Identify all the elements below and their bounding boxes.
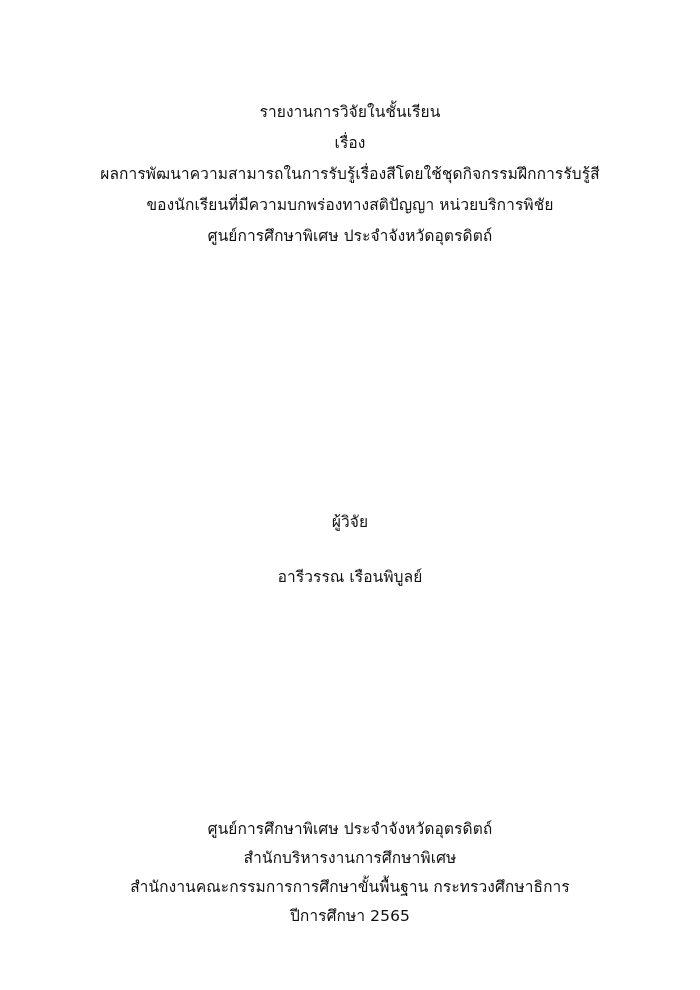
author-label: ผู้วิจัย [331,513,369,531]
author-block [60,507,640,593]
institution-block [60,815,640,931]
subject-label-line: เรื่อง [334,134,366,152]
institution-line-1: ศูนย์การศึกษาพิเศษ ประจำจังหวัดอุตรดิตถ์ [207,820,493,838]
title-block [60,97,640,252]
institution-line-2: สำนักบริหารงานการศึกษาพิเศษ [243,849,457,867]
academic-year-line: ปีการศึกษา 2565 [289,907,411,925]
research-title-line-2: ของนักเรียนที่มีความบกพร่องทางสติปัญญา หน่วยบริการพิชัย [146,196,554,214]
report-type-line: รายงานการวิจัยในชั้นเรียน [259,103,441,121]
institution-line-3: สำนักงานคณะกรรมการการศึกษาขั้นพื้นฐาน กระทรวงศึกษาธิการ [130,878,570,896]
research-title-line-1: ผลการพัฒนาความสามารถในการรับรู้เรื่องสีโดยใช้ชุดกิจกรรมฝึกการรับรู้สี [100,165,600,183]
research-title-line-3: ศูนย์การศึกษาพิเศษ ประจำจังหวัดอุตรดิตถ์ [207,227,493,245]
author-name: อารีวรรณ เรือนพิบูลย์ [277,568,423,586]
